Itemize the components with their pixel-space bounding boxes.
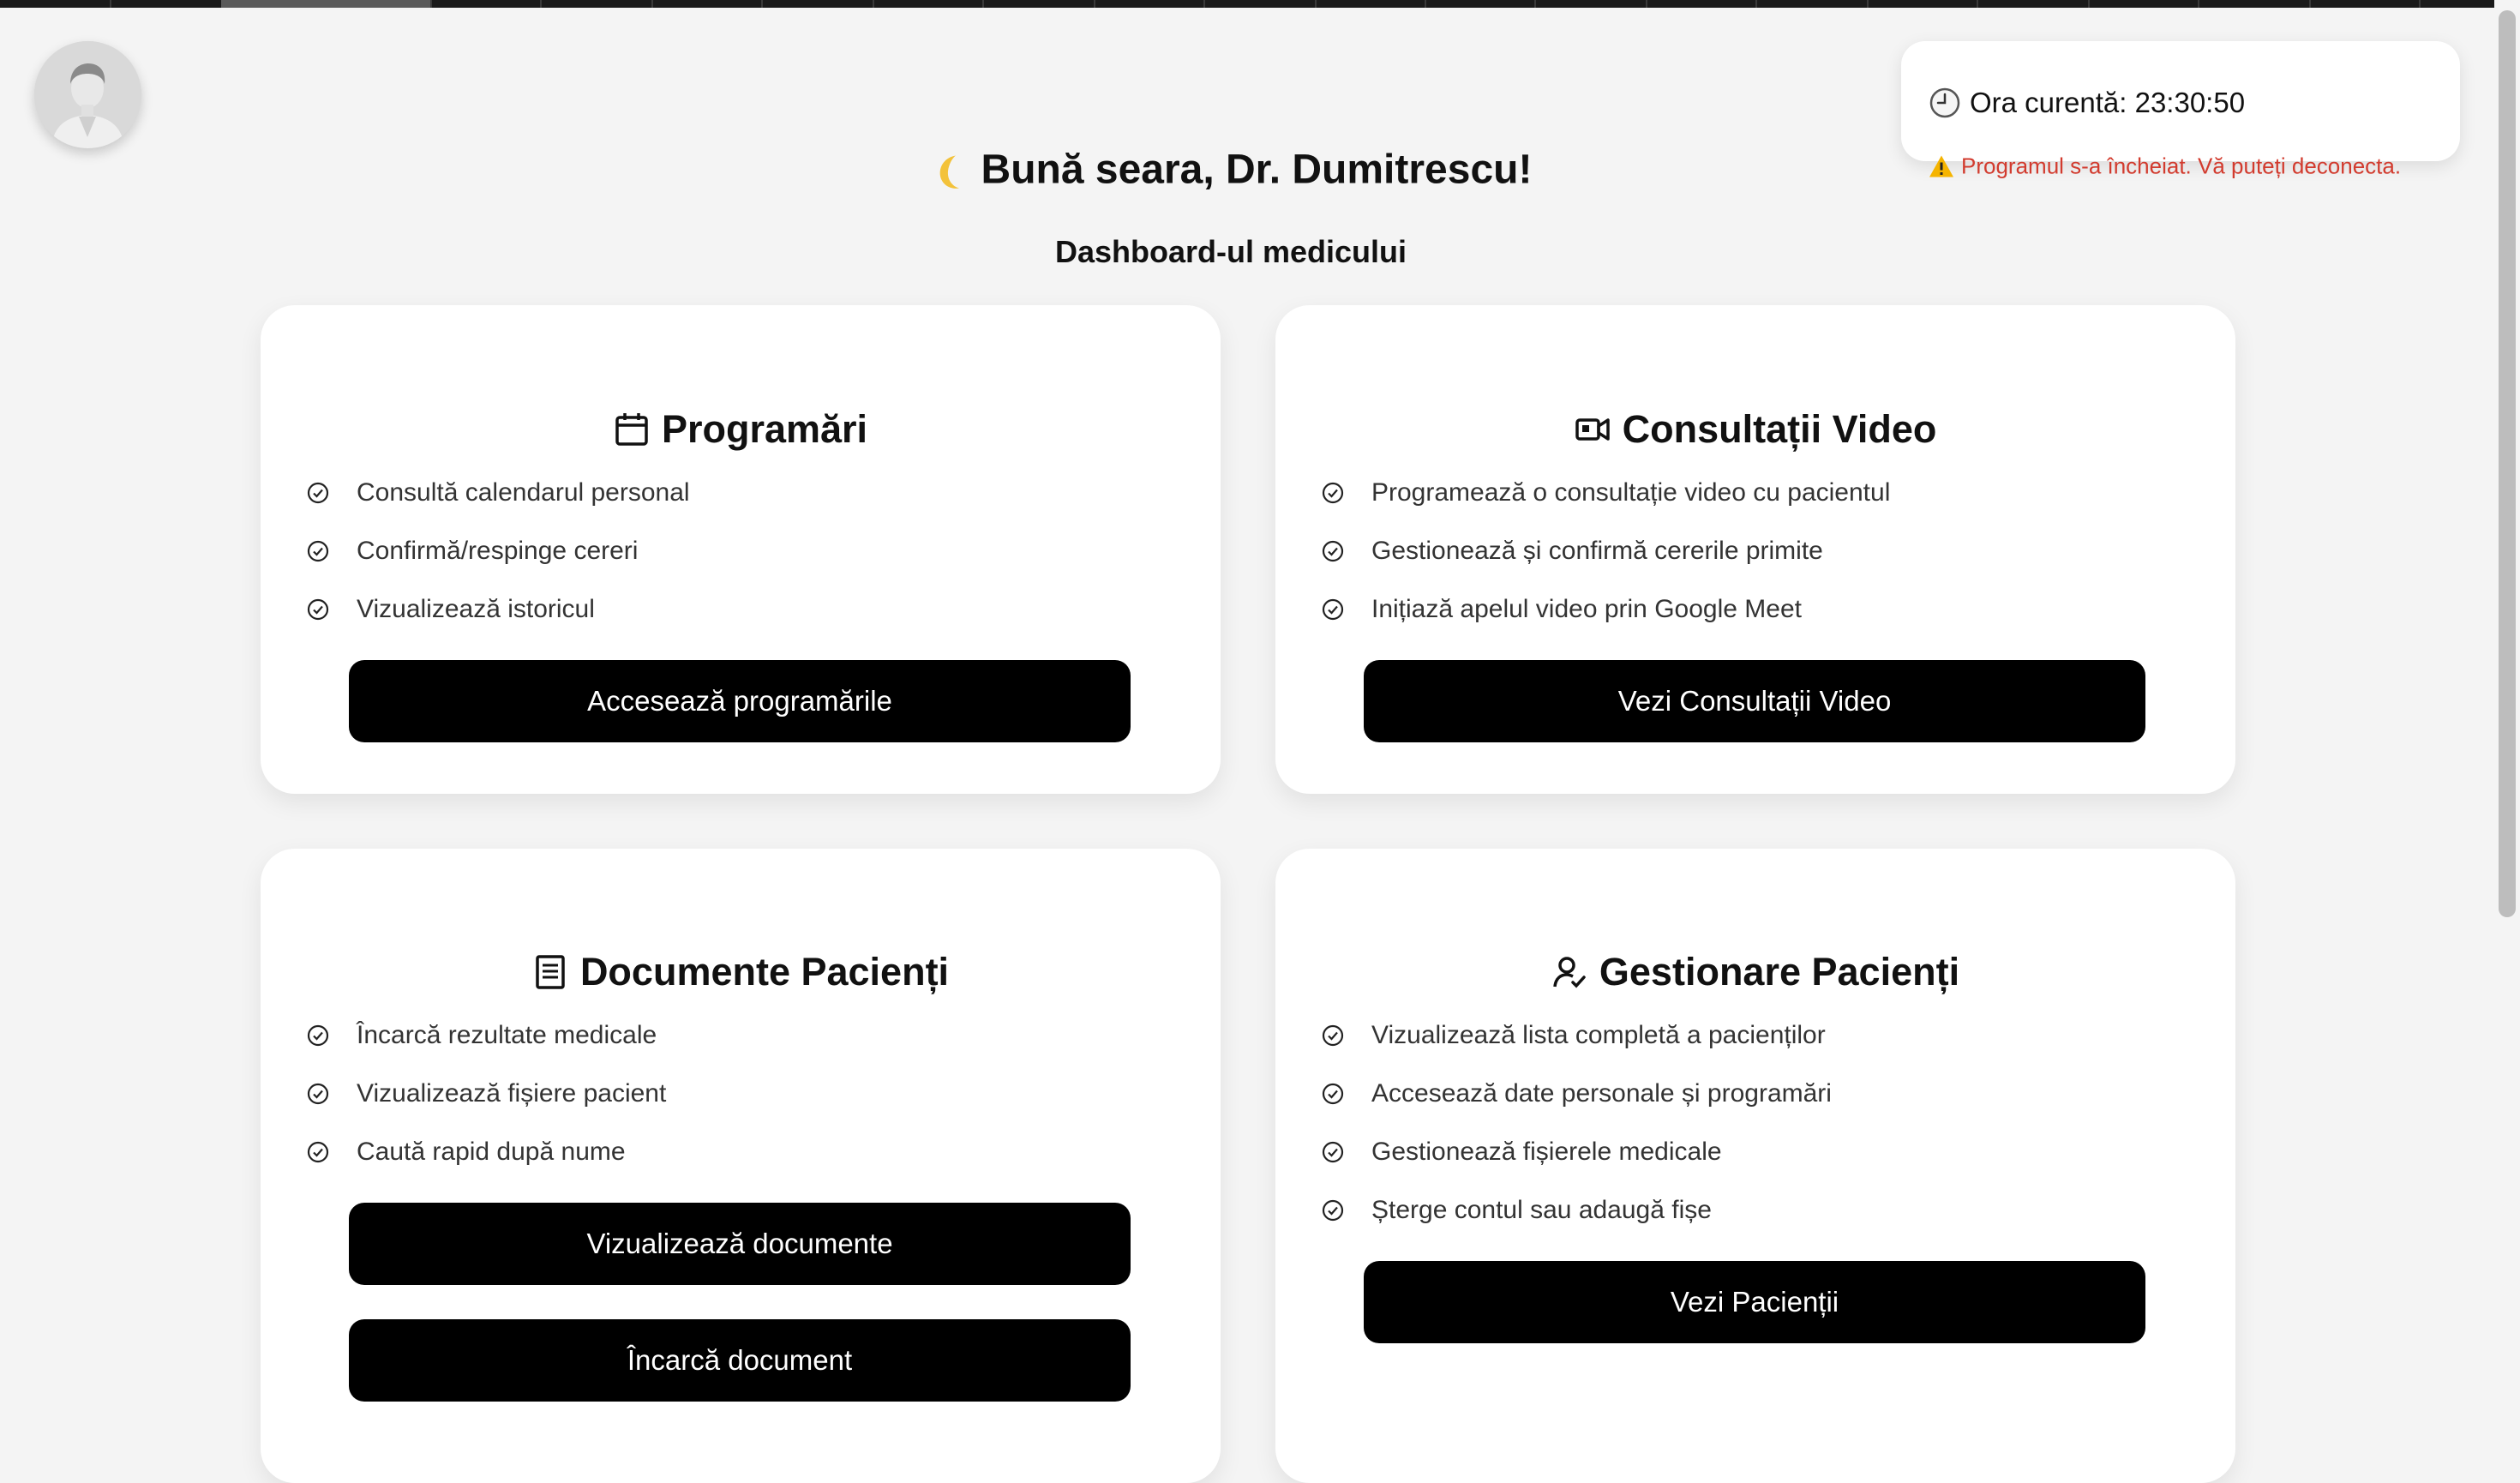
check-circle-icon [1321, 1198, 1345, 1222]
user-avatar-icon [34, 41, 141, 148]
scrollbar-thumb[interactable] [2499, 10, 2516, 917]
view-documents-button[interactable]: Vizualizează documente [349, 1203, 1131, 1285]
tab-divider [761, 0, 763, 8]
active-tab-indicator [221, 0, 430, 8]
check-circle-icon [306, 481, 330, 505]
appointments-title [261, 407, 1221, 452]
doctor-avatar[interactable] [34, 41, 141, 148]
patient-management-card [1275, 849, 2235, 1483]
view-patients-button[interactable]: Vezi Pacienții [1364, 1261, 2145, 1343]
patient-management-title [1275, 950, 2235, 994]
page-scrollbar[interactable] [2494, 0, 2520, 1445]
check-circle-icon [1321, 1140, 1345, 1164]
check-circle-icon [1321, 597, 1345, 621]
tab-divider [1534, 0, 1536, 8]
greeting-text: Bună seara, Dr. Dumitrescu! [981, 147, 1533, 193]
greeting-heading [0, 147, 2491, 194]
document-icon [532, 954, 568, 990]
tab-divider [1977, 0, 1978, 8]
video-consultations-card [1275, 305, 2235, 794]
video-consultations-title-text: Consultații Video [1622, 407, 1937, 451]
feature-text: Vizualizează fișiere pacient [357, 1079, 667, 1108]
tab-divider [1094, 0, 1095, 8]
moon-icon [930, 153, 969, 192]
tab-divider [110, 0, 111, 8]
feature-text: Inițiază apelul video prin Google Meet [1371, 595, 1802, 623]
check-circle-icon [306, 1140, 330, 1164]
tab-divider [1425, 0, 1426, 8]
calendar-icon [614, 411, 650, 447]
appointments-card [261, 305, 1221, 794]
tab-divider [2419, 0, 2421, 8]
warning-text: Programul s-a încheiat. Vă puteți deconecta. [1961, 153, 2402, 179]
patient-documents-card [261, 849, 1221, 1483]
check-circle-icon [1321, 1024, 1345, 1048]
tab-divider [540, 0, 542, 8]
feature-text: Consultă calendarul personal [357, 478, 690, 507]
feature-text: Gestionează fișierele medicale [1371, 1138, 1722, 1166]
tab-divider [2088, 0, 2090, 8]
clock-card [1901, 41, 2460, 179]
check-circle-icon [1321, 481, 1345, 505]
patient-documents-title [261, 950, 1221, 994]
page-subtitle: Dashboard-ul medicului [1054, 234, 1407, 269]
feature-text: Gestionează și confirmă cererile primite [1371, 537, 1823, 565]
feature-text: Șterge contul sau adaugă fișe [1371, 1196, 1712, 1224]
check-circle-icon [1321, 539, 1345, 563]
tab-divider [1867, 0, 1869, 8]
tab-divider [1755, 0, 1757, 8]
tab-divider [1646, 0, 1647, 8]
tab-divider [430, 0, 432, 8]
upload-document-button[interactable]: Încarcă document [349, 1319, 1131, 1402]
top-tab-strip [0, 0, 2520, 8]
video-consultations-title [1275, 407, 2235, 452]
tab-divider [2309, 0, 2311, 8]
tab-divider [982, 0, 984, 8]
check-circle-icon [306, 1024, 330, 1048]
feature-text: Caută rapid după nume [357, 1138, 626, 1166]
check-circle-icon [306, 597, 330, 621]
user-check-icon [1551, 954, 1587, 990]
video-camera-icon [1575, 411, 1611, 447]
check-circle-icon [306, 1082, 330, 1106]
feature-text: Accesează date personale și programări [1371, 1079, 1832, 1108]
feature-text: Programează o consultație video cu pacientul [1371, 478, 1891, 507]
clock-icon [1929, 87, 1961, 119]
appointments-title-text: Programări [661, 407, 868, 451]
check-circle-icon [306, 539, 330, 563]
check-circle-icon [1321, 1082, 1345, 1106]
patient-management-title-text: Gestionare Pacienți [1599, 950, 1960, 994]
current-time: Ora curentă: 23:30:50 [1970, 87, 2246, 118]
access-appointments-button[interactable]: Accesează programările [349, 660, 1131, 742]
tab-divider [1315, 0, 1317, 8]
tab-divider [873, 0, 874, 8]
tab-divider [2198, 0, 2199, 8]
feature-text: Vizualizează istoricul [357, 595, 595, 623]
feature-text: Confirmă/respinge cereri [357, 537, 639, 565]
feature-text: Vizualizează lista completă a pacienților [1371, 1021, 1826, 1049]
tab-divider [1203, 0, 1205, 8]
feature-text: Încarcă rezultate medicale [357, 1021, 657, 1049]
view-video-consultations-button[interactable]: Vezi Consultații Video [1364, 660, 2145, 742]
tab-divider [651, 0, 653, 8]
clock-line [1929, 87, 2245, 119]
patient-documents-title-text: Documente Pacienți [579, 950, 950, 994]
